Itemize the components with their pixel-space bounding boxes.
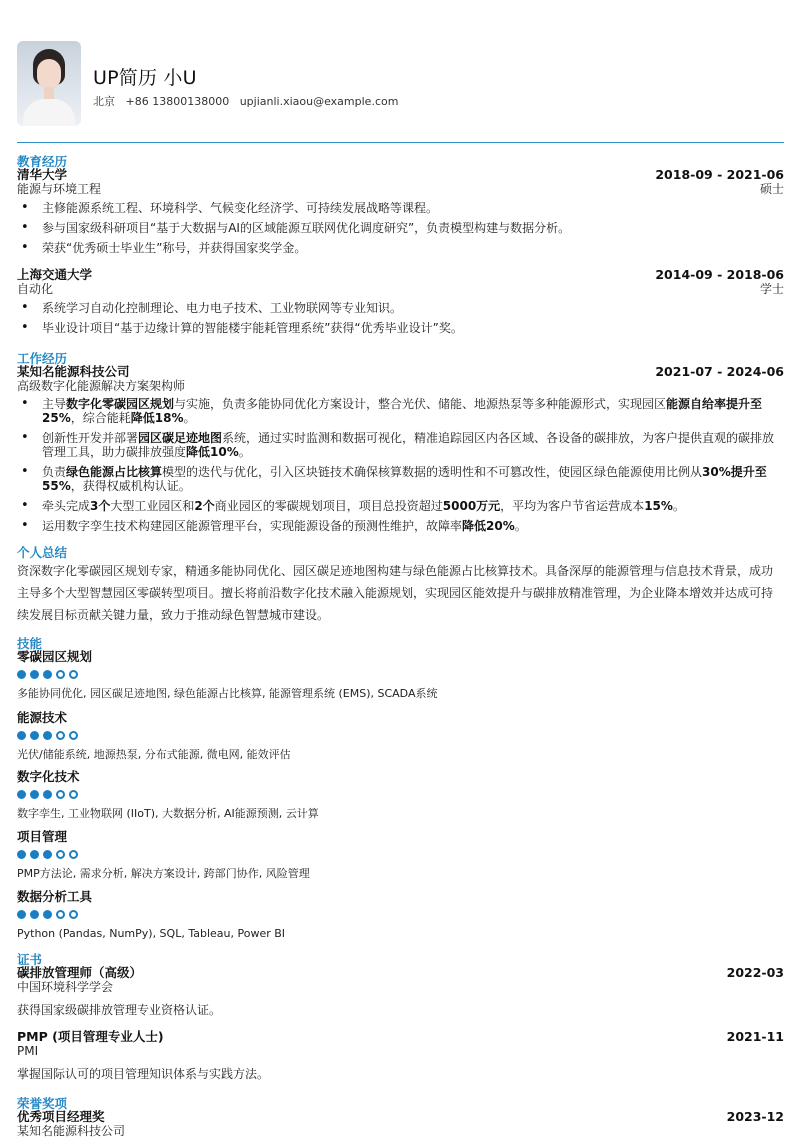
- major: 能源与环境工程: [17, 182, 102, 196]
- bullet-item: [17, 397, 784, 425]
- award-date: 2023-12: [726, 1109, 784, 1124]
- certificate-issuer: PMI: [17, 1044, 39, 1058]
- skill-keywords: PMP方法论, 需求分析, 解决方案设计, 跨部门协作, 风险管理: [17, 867, 310, 880]
- filled-dot-icon: [30, 731, 39, 740]
- empty-dot-icon: [69, 910, 78, 919]
- bullet-item: • 参与国家级科研项目“基于大数据与AI的区域能源互联网优化调度研究”，负责模型构建与数据分析。: [17, 221, 784, 235]
- highlight-text: 数字化零碳园区规划: [66, 397, 175, 411]
- certificate-date: 2022-03: [726, 965, 784, 980]
- education-bullets: [17, 201, 784, 261]
- filled-dot-icon: [17, 670, 26, 679]
- bullet-item: [17, 499, 784, 513]
- bullet-text: 与实施，负责多能协同优化方案设计，整合光伏、储能、地源热泵等多种能源形式，实现园区: [174, 397, 667, 411]
- highlight-text: 5000万元: [442, 499, 501, 513]
- highlight-text: 降低18%: [130, 411, 184, 425]
- filled-dot-icon: [30, 670, 39, 679]
- date-range: 2018-09 - 2021-06: [655, 167, 784, 182]
- filled-dot-icon: [43, 670, 52, 679]
- resume-header: [17, 41, 784, 143]
- section-title-work: 工作经历: [17, 351, 68, 366]
- filled-dot-icon: [43, 850, 52, 859]
- company-name: 某知名能源科技公司: [17, 364, 130, 379]
- skill-name: 数字化技术: [17, 769, 80, 784]
- skill-level-rating: [17, 910, 78, 920]
- filled-dot-icon: [30, 910, 39, 919]
- education-bullets: [17, 301, 784, 341]
- empty-dot-icon: [56, 850, 65, 859]
- filled-dot-icon: [43, 910, 52, 919]
- degree: 硕士: [759, 182, 784, 196]
- skill-keywords: Python (Pandas, NumPy), SQL, Tableau, Power BI: [17, 927, 286, 940]
- bullet-text: 。: [238, 445, 251, 459]
- certificate-description: 获得国家级碳排放管理专业资格认证。: [17, 1003, 222, 1017]
- bullet-text: 牵头完成: [42, 499, 91, 513]
- bullet-text: ，综合能耗: [70, 411, 131, 425]
- highlight-text: 能源自给率提升至25%: [42, 397, 763, 425]
- header-divider: [17, 142, 784, 143]
- bullet-text: 。: [183, 411, 196, 425]
- skill-name: 项目管理: [17, 829, 68, 844]
- bullet-text: 主导: [42, 397, 67, 411]
- empty-dot-icon: [69, 670, 78, 679]
- section-title-summary: 个人总结: [17, 545, 68, 560]
- bullet-item: [17, 465, 784, 493]
- education-entry: [17, 268, 784, 296]
- highlight-text: 3个: [90, 499, 111, 513]
- bullet-item: • 毕业设计项目“基于边缘计算的智能楼宇能耗管理系统”获得“优秀毕业设计”奖。: [17, 321, 784, 335]
- award-name: 优秀项目经理奖: [17, 1109, 105, 1124]
- bullet-text: 大型工业园区和: [110, 499, 195, 513]
- skill-level-rating: [17, 790, 78, 800]
- empty-dot-icon: [56, 910, 65, 919]
- highlight-text: 15%: [644, 499, 673, 513]
- bullet-text: 负责: [42, 465, 67, 479]
- date-range: 2021-07 - 2024-06: [655, 364, 784, 379]
- certificate-name: 碳排放管理师（高级）: [17, 965, 143, 980]
- filled-dot-icon: [43, 790, 52, 799]
- filled-dot-icon: [17, 790, 26, 799]
- filled-dot-icon: [30, 790, 39, 799]
- bullet-item: • 系统学习自动化控制理论、电力电子技术、工业物联网等专业知识。: [17, 301, 784, 315]
- highlight-text: 降低10%: [186, 445, 239, 459]
- phone: +86 13800138000: [125, 95, 230, 108]
- bullet-text: 。: [514, 519, 527, 533]
- city: 北京: [93, 95, 115, 108]
- bullet-item: • 荣获“优秀硕士毕业生”称号，并获得国家奖学金。: [17, 241, 784, 255]
- bullet-text: 系统，通过实时监测和数据可视化，精准追踪园区内各区域、各设备的碳排放，为客户提供直观的碳排放管理工具，助力碳排放强度: [42, 431, 775, 459]
- certificate-name: PMP (项目管理专业人士): [17, 1029, 164, 1044]
- award-entry: [17, 1110, 784, 1138]
- work-bullets: [17, 397, 784, 539]
- skill-name: 零碳园区规划: [17, 649, 93, 664]
- skill-level-rating: [17, 670, 78, 680]
- job-title: 高级数字化能源解决方案架构师: [17, 379, 186, 393]
- highlight-text: 绿色能源占比核算: [66, 465, 163, 479]
- filled-dot-icon: [43, 731, 52, 740]
- avatar: [17, 41, 81, 126]
- highlight-text: 30%提升至55%: [42, 465, 767, 493]
- section-title-certificates: 证书: [17, 952, 43, 967]
- skill-level-rating: [17, 850, 78, 860]
- empty-dot-icon: [69, 731, 78, 740]
- date-range: 2014-09 - 2018-06: [655, 267, 784, 282]
- bullet-text: 创新性开发并部署: [42, 431, 139, 445]
- filled-dot-icon: [17, 731, 26, 740]
- summary-text: 资深数字化零碳园区规划专家，精通多能协同优化、园区碳足迹地图构建与绿色能源占比核算技术。具备深厚的能源管理与信息技术背景，成功主导多个大型智慧园区零碳转型项目。擅长将前沿数字化技术融入能源规划，实现园区能效提升与碳排放精准管理，为企业降本增效并达成可持续发展目标贡献关键力量，致力于推动绿色智慧城市建设。: [17, 564, 774, 622]
- school-name: 清华大学: [17, 167, 68, 182]
- empty-dot-icon: [56, 670, 65, 679]
- bullet-item: • 主修能源系统工程、环境科学、气候变化经济学、可持续发展战略等课程。: [17, 201, 784, 215]
- education-entry: [17, 168, 784, 196]
- skill-name: 数据分析工具: [17, 889, 93, 904]
- certificate-entry: [17, 966, 784, 994]
- bullet-text: 商业园区的零碳规划项目，项目总投资超过: [214, 499, 443, 513]
- bullet-text: ，平均为客户节省运营成本: [500, 499, 645, 513]
- skill-name: 能源技术: [17, 710, 68, 725]
- email[interactable]: upjianli.xiaou@example.com: [239, 95, 399, 108]
- degree: 学士: [759, 282, 784, 296]
- bullet-text: 。: [672, 499, 685, 513]
- bullet-text: 模型的迭代与优化，引入区块链技术确保核算数据的透明性和不可篡改性，使园区绿色能源使用比例从: [162, 465, 703, 479]
- award-issuer: 某知名能源科技公司: [17, 1124, 126, 1138]
- skill-keywords: 多能协同优化, 园区碳足迹地图, 绿色能源占比核算, 能源管理系统 (EMS), SCADA系统: [17, 687, 438, 700]
- highlight-text: 2个: [194, 499, 215, 513]
- certificate-date: 2021-11: [726, 1029, 784, 1044]
- skill-level-rating: [17, 731, 78, 741]
- work-entry: [17, 365, 784, 393]
- empty-dot-icon: [69, 790, 78, 799]
- section-title-skills: 技能: [17, 636, 43, 651]
- filled-dot-icon: [30, 850, 39, 859]
- filled-dot-icon: [17, 850, 26, 859]
- bullet-text: 运用数字孪生技术构建园区能源管理平台，实现能源设备的预测性维护，故障率: [42, 519, 463, 533]
- candidate-name: UP简历 小U: [93, 67, 197, 89]
- certificate-issuer: 中国环境科学学会: [17, 980, 114, 994]
- certificate-description: 掌握国际认可的项目管理知识体系与实践方法。: [17, 1067, 270, 1081]
- section-title-education: 教育经历: [17, 154, 68, 169]
- bullet-item: [17, 431, 784, 459]
- skill-keywords: 数字孪生, 工业物联网 (IIoT), 大数据分析, AI能源预测, 云计算: [17, 807, 319, 820]
- highlight-text: 园区碳足迹地图: [138, 431, 223, 445]
- empty-dot-icon: [56, 731, 65, 740]
- empty-dot-icon: [56, 790, 65, 799]
- major: 自动化: [17, 282, 54, 296]
- section-title-awards: 荣誉奖项: [17, 1096, 68, 1111]
- empty-dot-icon: [69, 850, 78, 859]
- bullet-text: ，获得权威机构认证。: [70, 479, 191, 493]
- filled-dot-icon: [17, 910, 26, 919]
- skill-keywords: 光伏/储能系统, 地源热泵, 分布式能源, 微电网, 能效评估: [17, 748, 291, 761]
- contact-info: [93, 93, 405, 109]
- school-name: 上海交通大学: [17, 267, 93, 282]
- highlight-text: 降低20%: [462, 519, 515, 533]
- bullet-item: [17, 519, 784, 533]
- certificate-entry: [17, 1030, 784, 1058]
